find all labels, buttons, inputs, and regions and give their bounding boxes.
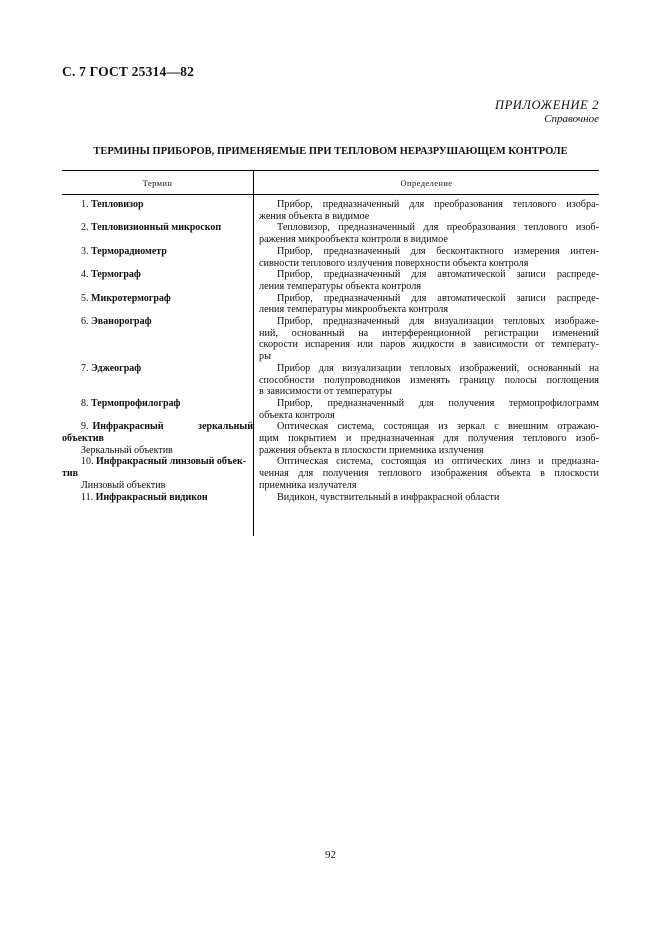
term-name: Эджеограф <box>91 362 142 374</box>
definition-line: ления температуры микрообъекта контроля <box>259 304 449 316</box>
definition-line: сивности теплового излучения поверхности объекта контроля <box>259 257 529 269</box>
term-synonym: Линзовый объектив <box>81 479 166 491</box>
term-text <box>62 363 253 375</box>
term-cell <box>62 293 253 316</box>
term-text <box>62 468 253 480</box>
definition-line: ражения микрообъекта контроля в видимое <box>259 234 448 246</box>
definition-line: объекта контроля <box>259 409 335 421</box>
term-cell <box>62 398 253 421</box>
term-text <box>62 456 253 468</box>
term-name: Тепловизионный микроскоп <box>91 222 222 234</box>
term-number: 8. <box>81 397 89 409</box>
definition-line: Тепловизор, предназначенный для преобразования теплового изоб- <box>277 222 599 234</box>
definition-cell <box>259 269 599 292</box>
definition-line: Прибор, предназначенный для визуализации тепловых изображе- <box>277 316 599 328</box>
term-number: 1. <box>81 199 89 210</box>
table-body <box>62 195 599 503</box>
terms-table <box>62 170 599 503</box>
page-header: С. 7 ГОСТ 25314—82 <box>62 64 195 79</box>
definition-cell <box>259 398 599 421</box>
definition-line: Прибор для визуализации тепловых изображений, основанный на <box>277 362 599 374</box>
header-term: Термин <box>62 171 254 194</box>
term-name: Тепловизор <box>91 199 144 210</box>
definition-cell <box>259 492 599 504</box>
term-name: Инфракрасный видикон <box>95 491 208 503</box>
term-text <box>62 269 253 281</box>
appendix-number: ПРИЛОЖЕНИЕ 2 <box>494 98 599 112</box>
term-name-line: Инфракрасный зеркальный <box>92 421 253 433</box>
term-cell <box>62 363 253 398</box>
definition-cell <box>259 363 599 398</box>
definition-line: Прибор, предназначенный для автоматической записи распреде- <box>277 269 599 281</box>
term-text <box>62 246 253 258</box>
definition-line: Оптическая система, состоящая из зеркал с внешним отражаю- <box>277 421 599 433</box>
definition-line: приемника излучателя <box>259 479 357 491</box>
term-cell <box>62 269 253 292</box>
term-cell <box>62 222 253 245</box>
term-number: 4. <box>81 269 89 281</box>
definition-line: Прибор, предназначенный для бесконтактного измерения интен- <box>277 245 599 257</box>
appendix-type: Справочное <box>544 113 599 125</box>
term-text <box>62 421 253 433</box>
term-name: Терморадиометр <box>91 245 167 257</box>
definition-line: Видикон, чувствительный в инфракрасной области <box>277 491 500 503</box>
definition-line: ченная для получения теплового изображения объекта в плоскости <box>259 468 599 480</box>
definition-line: щим покрытием и предназначенная для получения теплового изоб- <box>259 433 599 445</box>
definition-line: ражения объекта в плоскости приемника излучения <box>259 444 484 456</box>
term-cell <box>62 246 253 269</box>
term-cell <box>62 316 253 363</box>
definition-line: Оптическая система, состоящая из оптических линз и предназна- <box>277 456 599 468</box>
term-number: 3. <box>81 245 89 257</box>
definition-cell <box>259 293 599 316</box>
term-text <box>62 293 253 305</box>
page-number: 92 <box>325 849 336 861</box>
term-name: Термограф <box>91 269 141 281</box>
column-divider <box>253 195 254 536</box>
term-number: 10. <box>81 456 94 468</box>
term-cell <box>62 492 253 504</box>
definition-cell <box>259 316 599 363</box>
term-synonym: Зеркальный объектив <box>81 444 173 456</box>
appendix-label <box>495 98 599 126</box>
definition-line: Прибор, предназначенный для преобразования теплового изобра- <box>277 199 599 210</box>
definition-line: ления температуры объекта контроля <box>259 280 422 292</box>
definition-cell <box>259 222 599 245</box>
definition-cell <box>259 246 599 269</box>
definition-line: жения объекта в видимое <box>259 210 370 222</box>
page-title: ТЕРМИНЫ ПРИБОРОВ, ПРИМЕНЯЕМЫЕ ПРИ ТЕПЛОВОМ НЕРАЗРУШАЮЩЕМ КОНТРОЛЕ <box>93 146 568 157</box>
term-number: 6. <box>81 316 89 328</box>
term-text <box>62 433 253 445</box>
term-name-line: объектив <box>62 433 104 445</box>
definition-cell <box>259 421 599 456</box>
definition-line: в зависимости от температуры <box>259 386 392 398</box>
term-number: 11. <box>81 491 94 503</box>
definition-cell <box>259 199 599 222</box>
term-text <box>62 316 253 328</box>
definition-line: способности полупроводников изменять границу полосы поглощения <box>259 374 599 386</box>
term-text <box>62 398 253 410</box>
definition-cell <box>259 456 599 491</box>
header-definition: Определение <box>400 177 453 188</box>
definition-line: Прибор, предназначенный для получения термопрофилограмм <box>277 397 599 409</box>
term-name: Микротермограф <box>91 292 171 304</box>
term-text <box>62 492 253 504</box>
definition-line: ры <box>259 351 271 363</box>
term-name-line: тив <box>62 468 79 480</box>
term-name: Термопрофилограф <box>91 397 181 409</box>
table-header <box>62 170 599 195</box>
term-name-line: Инфракрасный линзовый объек- <box>96 456 247 468</box>
term-cell <box>62 421 253 456</box>
definition-line: Прибор, предназначенный для автоматической записи распреде- <box>277 292 599 304</box>
term-name: Эванорограф <box>91 316 152 328</box>
term-number: 2. <box>81 222 89 234</box>
term-cell <box>62 456 253 491</box>
term-cell <box>62 199 253 222</box>
term-number: 9. <box>81 421 89 433</box>
definition-line: ний, основанный на интерференционной регистрации изменений <box>259 327 599 339</box>
term-text <box>62 199 253 211</box>
term-number: 5. <box>81 292 89 304</box>
definition-line: скорости испарения или паров жидкости в зависимости от температу- <box>259 339 599 351</box>
term-text <box>62 222 253 234</box>
term-number: 7. <box>81 362 89 374</box>
